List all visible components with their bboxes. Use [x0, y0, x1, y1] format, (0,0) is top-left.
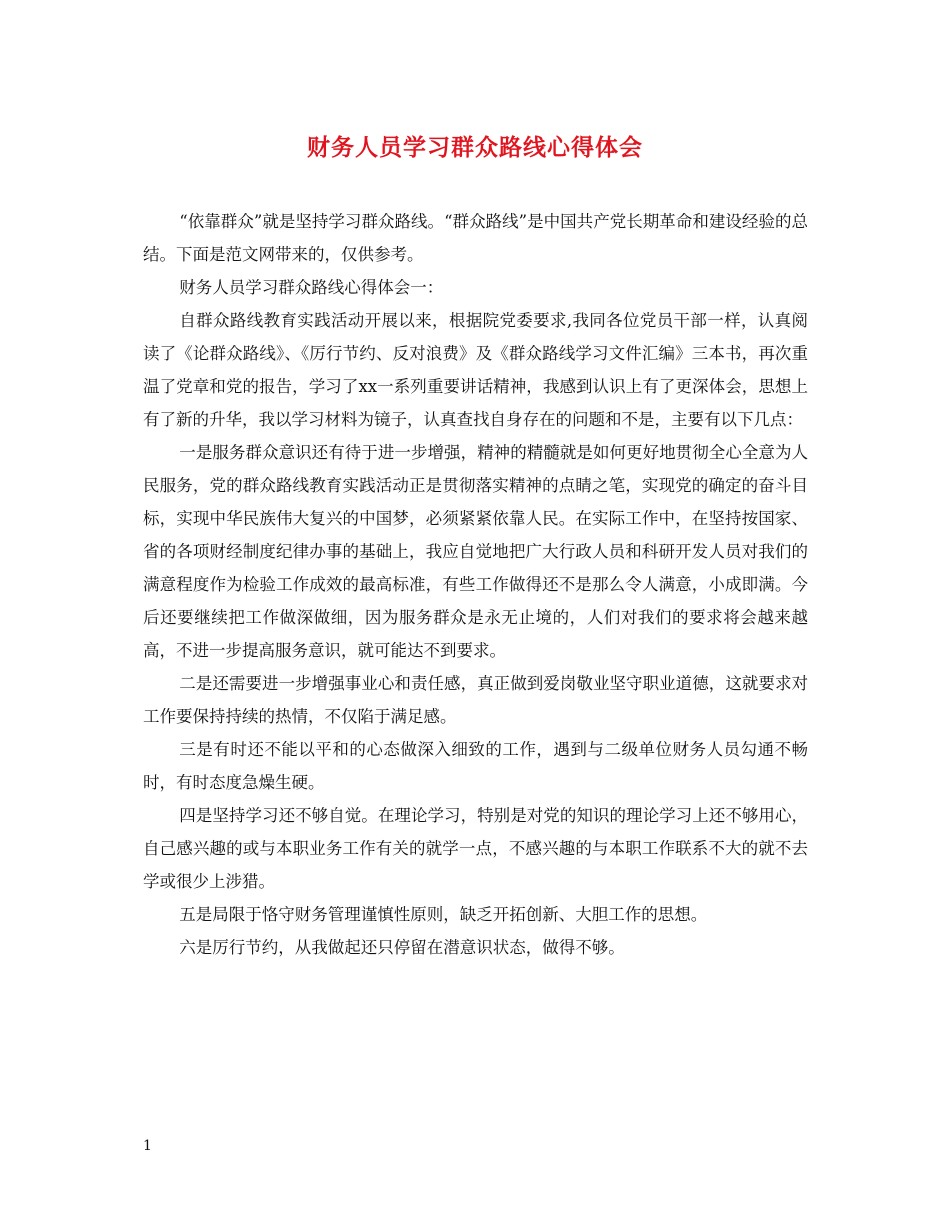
page-number: 1	[143, 1138, 152, 1154]
paragraph-point-three: 三是有时还不能以平和的心态做深入细致的工作，遇到与二级单位财务人员勾通不畅时，有时态度急燥生硬。	[143, 740, 808, 792]
paragraph-point-five: 五是局限于恪守财务管理谨慎性原则，缺乏开拓创新、大胆工作的思想。	[179, 905, 708, 924]
paragraph-intro: “依靠群众”就是坚持学习群众路线。“群众路线”是中国共产党长期革命和建设经验的总结。下面是范文网带来的，仅供参考。	[143, 212, 808, 264]
document-title: 财务人员学习群众路线心得体会	[307, 134, 643, 161]
paragraph-point-six: 六是厉行节约，从我做起还只停留在潜意识状态，做得不够。	[179, 938, 625, 957]
paragraph-point-one: 一是服务群众意识还有待于进一步增强，精神的精髓就是如何更好地贯彻全心全意为人民服务，党的群众路线教育实践活动正是贯彻落实精神的点睛之笔，实现党的确定的奋斗目标，实现中华民族伟大复兴的中国梦，必须紧紧依靠人民。在实际工作中，在坚持按国家、省的各项财经制度纪律办事的基础上，我应自觉地把广大行政人员和科研开发人员对我们的满意程度作为检验工作成效的最高标准，有些工作做得还不是那么令人满意，小成即满。今后还要继续把工作做深做细，因为服务群众是永无止境的，人们对我们的要求将会越来越高，不进一步提高服务意识，就可能达不到要求。	[143, 443, 808, 660]
paragraph-point-two: 二是还需要进一步增强事业心和责任感，真正做到爱岗敬业坚守职业道德，这就要求对工作要保持持续的热情，不仅陷于满足感。	[143, 674, 808, 726]
paragraph-point-four: 四是坚持学习还不够自觉。在理论学习，特别是对党的知识的理论学习上还不够用心，自己感兴趣的或与本职业务工作有关的就学一点，不感兴趣的与本职工作联系不大的就不去学或很少上涉猎。	[143, 806, 808, 891]
document-body	[143, 205, 808, 964]
paragraph-section-heading: 财务人员学习群众路线心得体会一：	[179, 278, 444, 297]
paragraph-opening: 自群众路线教育实践活动开展以来，根据院党委要求,我同各位党员干部一样，认真阅读了《论群众路线》、《厉行节约、反对浪费》及《群众路线学习文件汇编》三本书，再次重温了党章和党的报告，学习了xx一系列重要讲话精神，我感到认识上有了更深体会，思想上有了新的升华，我以学习材料为镜子，认真查找自身存在的问题和不是，主要有以下几点：	[143, 311, 808, 429]
